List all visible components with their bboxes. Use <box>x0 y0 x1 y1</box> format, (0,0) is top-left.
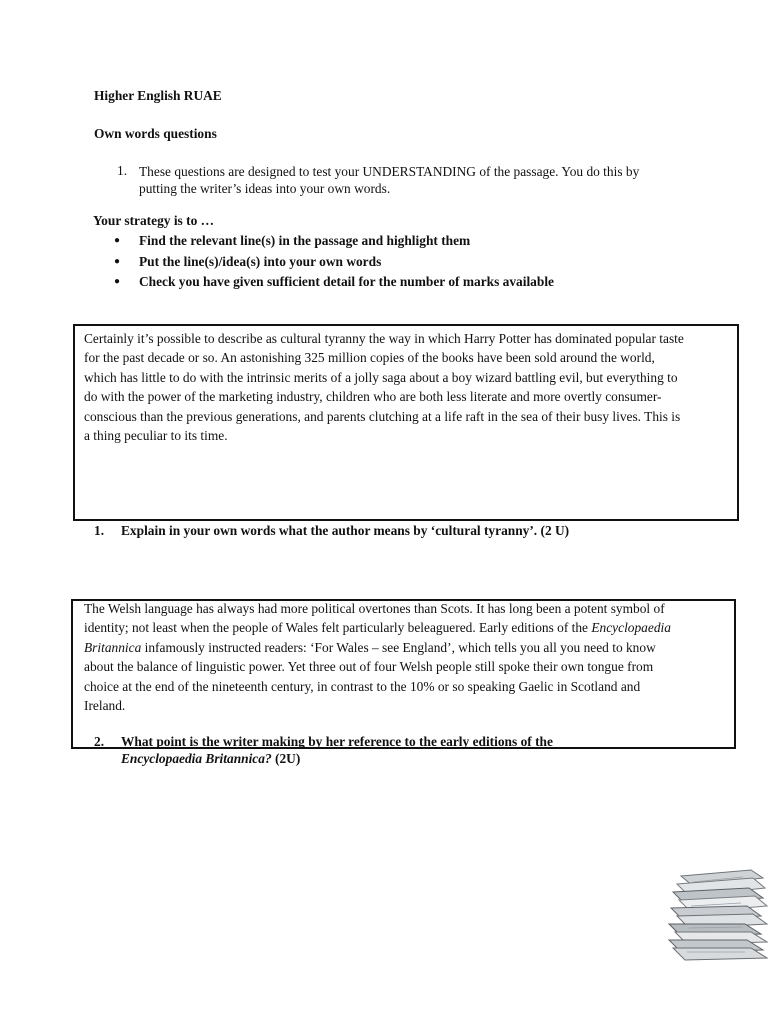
passage-2-text <box>84 599 674 715</box>
bullet-icon: ● <box>114 235 121 246</box>
passage-1-text: Certainly it’s possible to describe as cultural tyranny the way in which Harry Potter has dominated popular taste for the past decade or so. An astonishing 325 million copies of the books have been sold around the world, which has little to do with the intrinsic merits of a jolly saga about a boy wizard battling evil, but everything to do with the power of the marketing industry, children who are both less literate and more overtly consumer-conscious than the previous generations, and parents clutching at a life raft in the sea of their busy lives. This is a thing peculiar to its time. <box>84 331 684 444</box>
strategy-item-text: Check you have given sufficient detail for the number of marks available <box>139 274 554 289</box>
question-1-number: 1. <box>94 523 105 538</box>
passage-2-part-2: infamously instructed readers: ‘For Wales – see England’, which tells you all you need to know about the balance of linguistic power. Yet three out of four Welsh people still spoke their own tongue from choice at the end of the nineteenth century, in contrast to the 10% or so speaking Gaelic in Scotland and Ireland. <box>84 639 656 714</box>
strategy-item <box>114 273 554 294</box>
document-subtitle: Own words questions <box>94 126 217 141</box>
passage-2-part-1: The Welsh language has always had more political overtones than Scots. It has long been a potent symbol of identity; not least when the people of Wales felt particularly beleaguered. Early editions of the <box>84 601 665 636</box>
strategy-item-text: Put the line(s)/idea(s) into your own words <box>139 253 382 269</box>
question-2-line-1: What point is the writer making by her reference to the early editions of the <box>121 734 553 749</box>
strategy-item-text: Find the relevant line(s) in the passage and highlight them <box>139 233 471 248</box>
strategy-item <box>114 253 554 274</box>
question-1-text: Explain in your own words what the author means by ‘cultural tyranny’. (2 U) <box>121 523 570 538</box>
strategy-heading: Your strategy is to … <box>93 213 214 228</box>
question-2-number: 2. <box>94 734 105 749</box>
bullet-icon: ● <box>114 276 121 287</box>
intro-number: 1. <box>117 163 128 178</box>
bullet-icon: ● <box>114 255 121 267</box>
question-1 <box>94 523 569 539</box>
document-title: Higher English RUAE <box>94 88 222 103</box>
passage-2-italic-title: Encyclopaedia Britannica <box>84 620 671 655</box>
newspaper-stack-icon <box>663 862 768 964</box>
intro-text: These questions are designed to test your UNDERSTANDING of the passage. You do this by putting the writer’s ideas into your own words. <box>139 164 640 196</box>
question-2-italic-title: Encyclopaedia Britannica? <box>121 751 272 766</box>
question-2-marks: (2U) <box>271 751 301 766</box>
strategy-list <box>114 232 554 294</box>
strategy-item <box>114 232 554 253</box>
question-2 <box>94 733 553 767</box>
